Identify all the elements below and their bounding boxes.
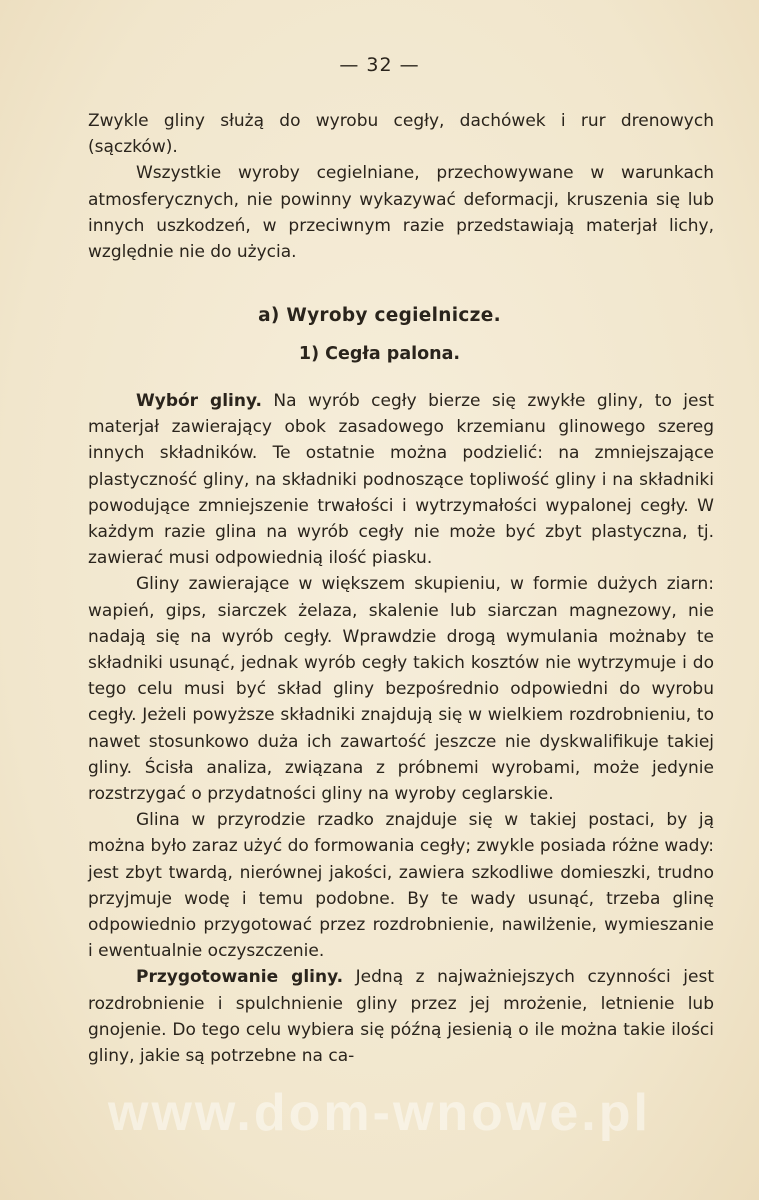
paragraph-lead: Przygotowanie gliny. <box>136 967 344 988</box>
paragraph-body: Jedną z najważniejszych czynności jest rozdrobnienie i spulchnienie gliny przez jej mrożenie, letnienie lub gnojenie. Do tego celu wybiera się późną jesienią o ile można takie ilości gliny, jakie są potrzebne na ca- <box>88 967 714 1067</box>
paragraph-clay-defects <box>88 807 714 964</box>
intro-text <box>88 108 714 265</box>
paragraph-lead: Wybór gliny. <box>136 391 262 411</box>
intro-paragraph-2: Wszystkie wyroby cegielniane, przechowywane w warunkach atmosferycznych, nie powinny wykazywać deformacji, kruszenia się lub innych uszkodzeń, w przeciwnym razie przedstawiają materjał lichy, względnie nie do użycia. <box>88 163 714 263</box>
paragraph-body: Na wyrób cegły bierze się zwykłe gliny, to jest materjał zawierający obok zasadowego krzemianu glinowego szereg innych składników. Te ostatnie można podzielić: na zmniejszające plastyczność gliny, na składniki podnoszące topliwość gliny i na składniki powodujące zmniejszenie trwałości i wytrzymałości wypalonej cegły. W każdym razie glina na wyrób cegły nie może być zbyt plastyczna, tj. zawierać musi odpowiednią ilość piasku. <box>88 391 714 569</box>
paragraph-impurities <box>88 571 714 807</box>
paragraph-clay-selection <box>88 388 714 571</box>
section-heading: a) Wyroby cegielnicze. <box>258 305 501 326</box>
paragraph-clay-preparation <box>88 964 714 1069</box>
intro-paragraph-1: Zwykle gliny służą do wyrobu cegły, dachówek i rur drenowych (sączków). <box>88 111 714 158</box>
paragraph-body: Glina w przyrodzie rzadko znajduje się w takiej postaci, by ją można było zaraz użyć do formowania cegły; zwykle posiada różne wady: jest zbyt twardą, nierównej jakości, zawiera szkodliwe domieszki, trudno przyjmuje wodę i temu podobne. By te wady usunąć, trzeba glinę odpowiednio przygotować przez rozdrobnienie, nawilżenie, wymieszanie i ewentualnie oczyszczenie. <box>88 810 714 962</box>
paragraph-body: Gliny zawierające w większem skupieniu, w formie dużych ziarn: wapień, gips, siarczek żelaza, skalenie lub siarczan magnezowy, nie nadają się na wyrób cegły. Wprawdzie drogą wymulania możnaby te składniki usunąć, jednak wyrób cegły takich kosztów nie wytrzymuje i do tego celu musi być skład gliny bezpośrednio odpowiedni do wyrobu cegły. Jeżeli powyższe składniki znajdują się w wielkiem rozdrobnieniu, to nawet stosunkowo duża ich zawartość jeszcze nie dyskwalifikuje takiej gliny. Ścisła analiza, związana z próbnemi wyrobami, może jedynie rozstrzygać o przydatności gliny na wyroby ceglarskie. <box>88 574 714 805</box>
body-text <box>88 388 714 1069</box>
subsection-heading: 1) Cegła palona. <box>298 344 461 364</box>
page-number: — 32 — <box>339 54 420 76</box>
watermark: www.dom-wnowe.pl <box>108 1084 651 1142</box>
